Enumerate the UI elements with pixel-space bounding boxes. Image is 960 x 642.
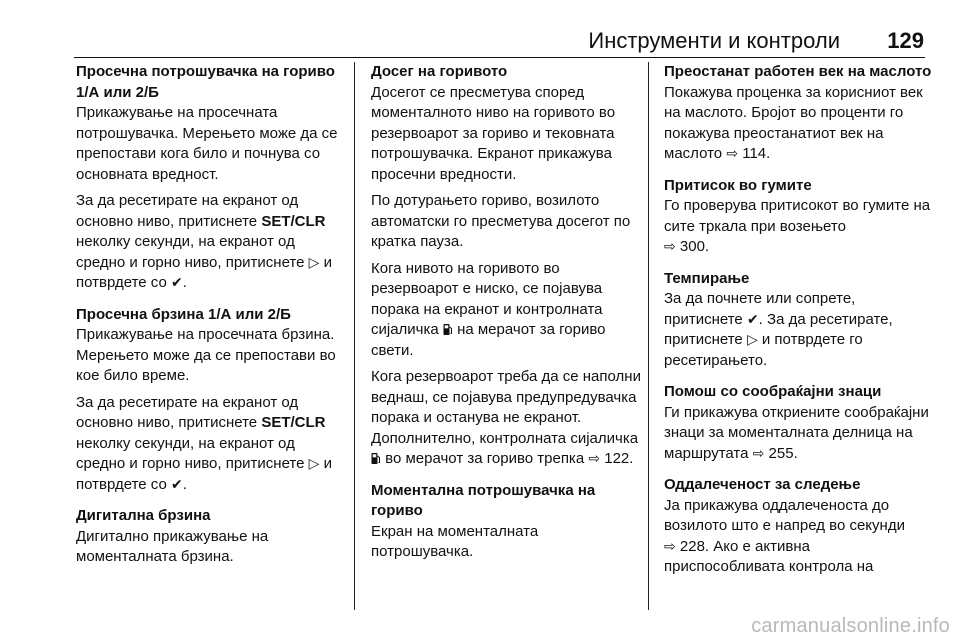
section-oil-life — [664, 62, 932, 165]
page-reference[interactable]: 228. Ако е активна приспособливата контрола на — [664, 537, 874, 575]
paragraph: Прикажување на просечната потрошувачка. Мерењето може да се препостави кога било и почнува со основната вредност. — [76, 104, 338, 183]
paragraph: Кога нивото на горивото во резервоарот е ниско, се појавува порака на екранот и контролната сијаличка на мерачот за гориво свети. — [371, 259, 606, 359]
check-mark-icon: ✔ — [170, 275, 183, 291]
section-average-fuel — [76, 62, 346, 294]
section-heading: Просечна потрошувачка на гориво 1/А или 2/Б — [76, 63, 335, 101]
column-1 — [76, 62, 346, 579]
next-arrow-icon: ▷ — [308, 254, 320, 271]
section-timer — [664, 269, 932, 372]
page-ref-icon: ⇨ — [588, 451, 601, 467]
paragraph: Покажува проценка за корисниот век на маслото. Бројот во проценти го покажува преостанатиот век на маслото ⇨ 114. — [664, 83, 923, 162]
paragraph: Досегот се пресметува според моменталното ниво на горивото во резервоарот за гориво и тековната потрошувачка. Екранот прикажува просечни вредности. — [371, 83, 616, 183]
section-digital-speed — [76, 506, 346, 568]
section-heading: Дигитална брзина — [76, 507, 211, 524]
paragraph: Го проверува притисокот во гумите на сите тркала при возењето ⇨ 300. — [664, 197, 931, 255]
next-arrow-icon: ▷ — [308, 456, 320, 472]
paragraph: Прикажување на просечната брзина. Мерењето може да се препостави во кое било време. — [76, 326, 336, 384]
section-instant-consumption — [371, 481, 641, 563]
page-ref-icon: ⇨ — [664, 239, 676, 255]
watermark: carmanualsonline.info — [751, 615, 950, 637]
section-following-distance — [664, 475, 932, 578]
set-clr-key: SET/CLR — [261, 212, 326, 230]
paragraph: Ја прикажува оддалеченоста до возилото што е напред во секунди ⇨ 228. Ако е активна приспособливата контрола на — [664, 496, 905, 575]
paragraph: Ги прикажува откриените сообраќајни знаци за моменталната делница на маршрутата ⇨ 255. — [664, 403, 929, 462]
paragraph: За да почнете или сопрете, притиснете ✔. За да ресетирате, притиснете ▷ и потврдете го ресетирањето. — [664, 290, 893, 369]
paragraph: Дигитално прикажување на моменталната брзина. — [76, 527, 269, 565]
fuel-pump-icon — [443, 323, 453, 336]
section-heading: Оддалеченост за следење — [664, 476, 861, 493]
paragraph: За да ресетирате на екранот од основно ниво, притиснете SET/CLR неколку секунди, на екранот од средно и горно ниво, притиснете ▷ и потврдете со ✔. — [76, 393, 332, 493]
section-traffic-signs — [664, 382, 932, 464]
header-divider — [74, 57, 925, 58]
page-reference[interactable]: 114. — [742, 145, 771, 162]
page-header — [0, 0, 960, 58]
check-mark-icon: ✔ — [746, 311, 759, 328]
column-3 — [664, 62, 932, 589]
page-ref-icon: ⇨ — [752, 445, 765, 462]
set-clr-key: SET/CLR — [261, 414, 326, 431]
column-divider-2 — [648, 62, 649, 610]
page-title: Инструменти и контроли — [588, 28, 840, 53]
section-heading: Моментална потрошувачка на гориво — [371, 481, 596, 519]
section-heading: Притисок во гумите — [664, 176, 812, 194]
fuel-pump-icon — [371, 452, 381, 465]
paragraph: Кога резервоарот треба да се наполни веднаш, се појавува предупредувачка порака и останува не екранот. Дополнително, контролната сијаличка во мерачот за гориво трепка ⇨ 122. — [371, 368, 641, 467]
section-tire-pressure — [664, 176, 932, 258]
paragraph: За да ресетирате на екранот од основно ниво, притиснете SET/CLR неколку секунди, на екранот од средно и горно ниво, притиснете ▷ и потврдете со ✔. — [76, 192, 332, 291]
page-reference[interactable]: 122. — [604, 450, 634, 467]
check-mark-icon: ✔ — [170, 476, 183, 493]
section-heading: Досег на горивото — [371, 63, 508, 80]
paragraph: По дотурањето гориво, возилото автоматски го пресметува досегот по кратка пауза. — [371, 192, 631, 250]
section-heading: Помош со сообраќајни знаци — [664, 383, 882, 400]
section-average-speed — [76, 305, 346, 496]
page-reference[interactable]: 300. — [679, 238, 710, 255]
paragraph: Екран на моменталната потрошувачка. — [371, 522, 539, 560]
column-divider-1 — [354, 62, 355, 610]
section-heading: Просечна брзина 1/А или 2/Б — [76, 305, 291, 323]
section-heading: Преостанат работен век на маслото — [664, 63, 932, 80]
page-number: 129 — [887, 28, 924, 53]
section-fuel-range — [371, 62, 641, 470]
page-ref-icon: ⇨ — [726, 146, 739, 162]
page-reference[interactable]: 255. — [768, 444, 798, 462]
section-heading: Темпирање — [664, 269, 750, 287]
next-arrow-icon: ▷ — [746, 332, 758, 348]
page-ref-icon: ⇨ — [664, 538, 676, 555]
column-2 — [371, 62, 641, 574]
